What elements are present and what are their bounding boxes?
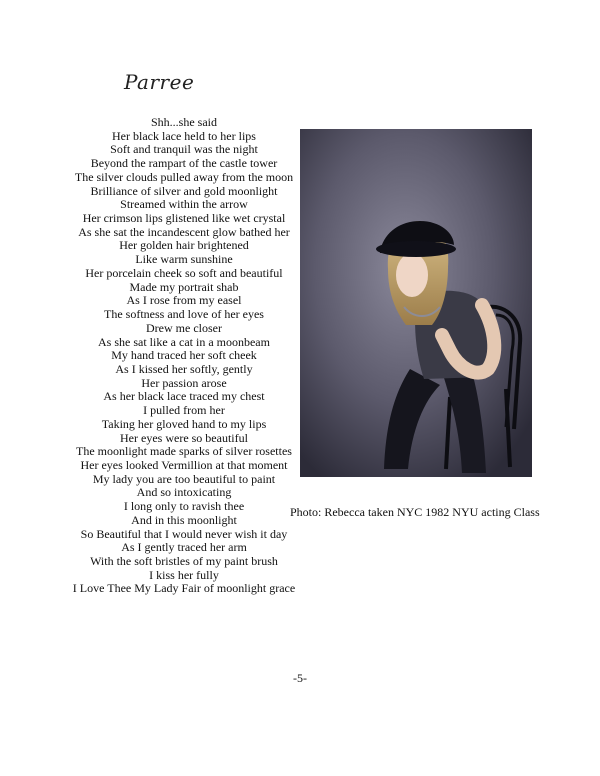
poem-line: As she sat the incandescent glow bathed her: [78, 224, 290, 239]
poem-line: Brilliance of silver and gold moonlight: [90, 183, 278, 198]
poem-line: The softness and love of her eyes: [104, 307, 264, 322]
poem-line: Her black lace held to her lips: [112, 128, 256, 143]
poem-line: Shh...she said: [151, 115, 217, 129]
poem-line: Her eyes were so beautiful: [120, 430, 248, 445]
poem-line: I pulled from her: [143, 403, 225, 418]
poem-line: Drew me closer: [146, 320, 222, 335]
poem-line: And in this moonlight: [131, 512, 237, 527]
poem-line: Made my portrait shab: [129, 279, 239, 294]
photo-caption: Photo: Rebecca taken NYC 1982 NYU acting Class: [290, 505, 540, 519]
poem-line: Soft and tranquil was the night: [110, 142, 258, 157]
poem-title: Parree: [124, 70, 195, 94]
poem-line: Her eyes looked Vermillion at that moment: [80, 457, 288, 472]
poem-line: My lady you are too beautiful to paint: [92, 471, 276, 486]
poem-line: Taking her gloved hand to my lips: [101, 416, 267, 431]
poem-line: Her crimson lips glistened like wet crystal: [82, 211, 286, 226]
poem-line: As I kissed her softly, gently: [115, 361, 253, 376]
poem-line: Her golden hair brightened: [119, 238, 249, 253]
portrait-photo: [300, 129, 532, 477]
poem-line: Her porcelain cheek so soft and beautiful: [85, 265, 283, 280]
poem-line: My hand traced her soft cheek: [111, 348, 257, 363]
poem-line: I Love Thee My Lady Fair of moonlight grace: [72, 581, 296, 596]
poem-line: Like warm sunshine: [135, 252, 233, 267]
page-number: -5-: [293, 671, 307, 685]
poem-line: So Beautiful that I would never wish it day: [80, 526, 288, 541]
poem-line: The silver clouds pulled away from the moon: [74, 169, 294, 184]
poem-line: As I gently traced her arm: [121, 540, 247, 555]
poem-body: [58, 116, 310, 596]
poem-line: Streamed within the arrow: [120, 197, 248, 212]
poem-line: Beyond the rampart of the castle tower: [90, 156, 278, 171]
poem-line: As her black lace traced my chest: [103, 389, 265, 404]
poem-line: As I rose from my easel: [126, 293, 242, 308]
poem-line: I long only to ravish thee: [123, 499, 245, 514]
poem-line: As she sat like a cat in a moonbeam: [98, 334, 270, 349]
poem-line: Her passion arose: [141, 375, 227, 390]
poem-line: I kiss her fully: [149, 567, 219, 582]
poem-line: The moonlight made sparks of silver rosettes: [76, 444, 292, 459]
poem-line: And so intoxicating: [136, 485, 232, 500]
poem-line: With the soft bristles of my paint brush: [90, 554, 278, 568]
